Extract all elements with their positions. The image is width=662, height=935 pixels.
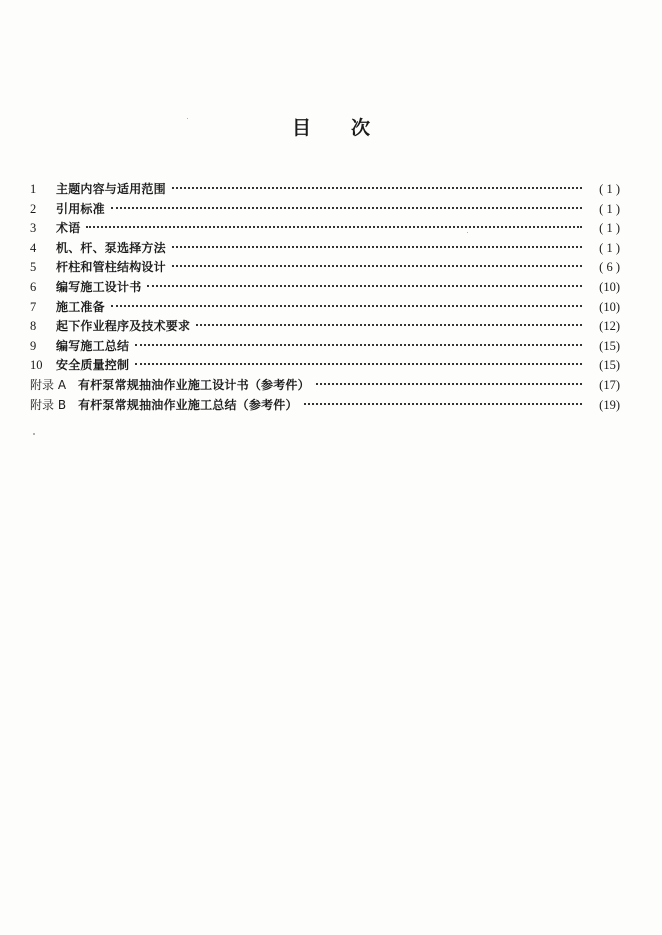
toc-entry-title: 安全质量控制 xyxy=(56,358,130,373)
toc-entry-number: 7 xyxy=(30,299,37,314)
toc-leader-dots xyxy=(172,265,582,267)
toc-leader-dots xyxy=(172,246,582,248)
toc-entry-2 xyxy=(30,200,620,220)
toc-entry-appendix-a xyxy=(30,376,620,396)
toc-leader-dots xyxy=(135,344,582,346)
toc-entry-title: 施工准备 xyxy=(56,299,105,314)
toc-entry-page: (19) xyxy=(599,397,620,412)
toc-entry-number: 10 xyxy=(30,358,43,373)
toc-entry-title: 编写施工总结 xyxy=(56,338,130,353)
title-char-1: 目 xyxy=(291,117,311,139)
toc-entry-title: 引用标准 xyxy=(56,201,105,216)
page-title xyxy=(0,113,662,140)
toc-entry-9 xyxy=(30,337,620,357)
toc-entry-title: 术语 xyxy=(56,221,81,236)
toc-entry-1 xyxy=(30,180,620,200)
toc-entry-number: 3 xyxy=(30,221,37,236)
toc-leader-dots xyxy=(196,324,582,326)
toc-entry-number: 6 xyxy=(30,279,37,294)
toc-leader-dots xyxy=(135,363,582,365)
toc-entry-number: 9 xyxy=(30,338,37,353)
toc-leader-dots xyxy=(304,403,582,405)
toc-leader-dots xyxy=(111,305,582,307)
toc-entry-number: 5 xyxy=(30,260,37,275)
toc-leader-dots xyxy=(111,207,582,209)
toc-entry-number: 附录 B xyxy=(30,397,67,412)
toc-entry-7 xyxy=(30,298,620,318)
toc-entry-title: 有杆泵常规抽油作业施工总结（参考件） xyxy=(78,397,298,412)
toc-entry-page: (15) xyxy=(599,338,620,353)
toc-entry-page: ( 1 ) xyxy=(599,182,620,196)
toc-entry-page: (17) xyxy=(599,377,620,392)
toc-entry-page: (12) xyxy=(599,319,620,334)
toc-entry-title: 主题内容与适用范围 xyxy=(56,182,166,196)
table-of-contents xyxy=(30,180,620,415)
toc-entry-3 xyxy=(30,219,620,239)
toc-entry-page: ( 1 ) xyxy=(599,240,620,255)
toc-entry-number: 2 xyxy=(30,201,37,216)
toc-entry-page: (10) xyxy=(599,279,620,294)
toc-entry-number: 4 xyxy=(30,240,37,255)
toc-entry-10 xyxy=(30,356,620,376)
scan-speck xyxy=(33,433,35,435)
scan-speck xyxy=(187,118,188,119)
toc-entry-page: ( 1 ) xyxy=(599,221,620,236)
toc-entry-appendix-b xyxy=(30,396,620,416)
toc-entry-title: 机、杆、泵选择方法 xyxy=(56,240,166,255)
toc-leader-dots xyxy=(172,187,582,189)
toc-leader-dots xyxy=(316,383,582,385)
scan-speck xyxy=(467,232,468,233)
toc-entry-6 xyxy=(30,278,620,298)
toc-entry-5 xyxy=(30,258,620,278)
toc-entry-number: 1 xyxy=(30,182,37,196)
toc-entry-number: 8 xyxy=(30,319,37,334)
toc-entry-4 xyxy=(30,239,620,259)
toc-entry-title: 有杆泵常规抽油作业施工设计书（参考件） xyxy=(78,377,310,392)
toc-entry-page: ( 6 ) xyxy=(599,260,620,275)
toc-leader-dots xyxy=(147,285,582,287)
toc-entry-number: 附录 A xyxy=(30,377,67,392)
toc-entry-title: 杆柱和管柱结构设计 xyxy=(56,260,166,275)
toc-entry-page: (15) xyxy=(599,358,620,373)
toc-entry-8 xyxy=(30,317,620,337)
title-char-2: 次 xyxy=(351,117,371,139)
toc-entry-title: 编写施工设计书 xyxy=(56,279,142,294)
toc-leader-dots xyxy=(86,226,582,228)
toc-entry-page: ( 1 ) xyxy=(599,201,620,216)
toc-entry-title: 起下作业程序及技术要求 xyxy=(56,319,191,334)
toc-entry-page: (10) xyxy=(599,299,620,314)
